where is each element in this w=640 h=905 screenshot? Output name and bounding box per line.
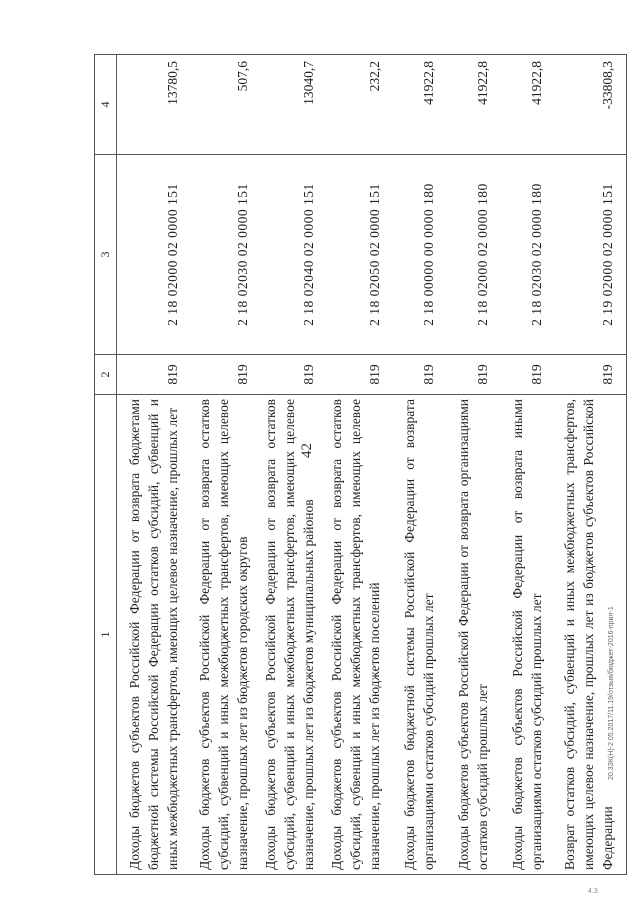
corner-mark: 4.3 bbox=[588, 888, 598, 895]
row-name: Доходы бюджетов субъектов Российской Федерации от возврата остатков субсидий, субвенций и иных межбюджетных трансфертов, имеющих целевое назначение, прошлых лет из бюджетов поселений bbox=[327, 395, 393, 875]
header-col-4: 4 bbox=[95, 55, 117, 155]
row-admin-code: 819 bbox=[393, 355, 447, 395]
row-admin-code: 819 bbox=[117, 355, 191, 395]
table-row bbox=[501, 55, 555, 875]
row-amount: 232,2 bbox=[327, 55, 393, 155]
row-budget-code: 2 19 02000 02 0000 151 bbox=[555, 155, 627, 355]
footer-file-note: 20.3ЗК(Н)-2 05.2017/11.19/отзыв/бюджет-2016-прил-1 bbox=[608, 606, 615, 780]
table-header-row bbox=[95, 55, 117, 875]
row-admin-code: 819 bbox=[191, 355, 261, 395]
row-budget-code: 2 18 02040 02 0000 151 bbox=[261, 155, 327, 355]
row-budget-code: 2 18 02000 02 0000 180 bbox=[447, 155, 501, 355]
row-amount: 41922,8 bbox=[501, 55, 555, 155]
header-col-3: 3 bbox=[95, 155, 117, 355]
row-amount: 41922,8 bbox=[447, 55, 501, 155]
row-amount: -33808,3 bbox=[555, 55, 627, 155]
row-budget-code: 2 18 02030 02 0000 180 bbox=[501, 155, 555, 355]
row-admin-code: 819 bbox=[327, 355, 393, 395]
row-name: Доходы бюджетов субъектов Российской Федерации от возврата организациями остатков субсидий прошлых лет bbox=[447, 395, 501, 875]
rotated-table-wrapper bbox=[94, 55, 614, 875]
row-name: Доходы бюджетов субъектов Российской Федерации от возврата остатков субсидий, субвенций и иных межбюджетных трансфертов, имеющих целевое назначение, прошлых лет из бюджетов городских округов bbox=[191, 395, 261, 875]
row-budget-code: 2 18 00000 00 0000 180 bbox=[393, 155, 447, 355]
row-name: Доходы бюджетов субъектов Российской Федерации от возврата бюджетами бюджетной системы Российской Федерации остатков субсидий, субвенций и иных межбюджетных трансфертов, имеющих целевое назначение, прошлых лет bbox=[117, 395, 191, 875]
row-amount: 13780,5 bbox=[117, 55, 191, 155]
row-admin-code: 819 bbox=[447, 355, 501, 395]
revenue-table bbox=[94, 54, 627, 875]
row-budget-code: 2 18 02050 02 0000 151 bbox=[327, 155, 393, 355]
table-row bbox=[261, 55, 327, 875]
row-name: Доходы бюджетов бюджетной системы Российской Федерации от возврата организациями остатков субсидий прошлых лет bbox=[393, 395, 447, 875]
table-row bbox=[191, 55, 261, 875]
table-row bbox=[117, 55, 191, 875]
header-col-1: 1 bbox=[95, 395, 117, 875]
header-col-2: 2 bbox=[95, 355, 117, 395]
row-budget-code: 2 18 02000 02 0000 151 bbox=[117, 155, 191, 355]
row-admin-code: 819 bbox=[555, 355, 627, 395]
row-budget-code: 2 18 02030 02 0000 151 bbox=[191, 155, 261, 355]
row-name: Доходы бюджетов субъектов Российской Федерации от возврата остатков субсидий, субвенций и иных межбюджетных трансфертов, имеющих целевое назначение, прошлых лет из бюджетов муниципальных районов bbox=[261, 395, 327, 875]
row-amount: 13040,7 bbox=[261, 55, 327, 155]
row-amount: 41922,8 bbox=[393, 55, 447, 155]
row-name: Возврат остатков субсидий, субвенций и иных межбюджетных трансфертов, имеющих целевое назначение, прошлых лет из бюджетов субъектов Российской Федерации bbox=[555, 395, 627, 875]
row-name: Доходы бюджетов субъектов Российской Федерации от возврата иными организациями остатков субсидий прошлых лет bbox=[501, 395, 555, 875]
row-amount: 507,6 bbox=[191, 55, 261, 155]
row-admin-code: 819 bbox=[501, 355, 555, 395]
table-row bbox=[327, 55, 393, 875]
table-row bbox=[393, 55, 447, 875]
row-admin-code: 819 bbox=[261, 355, 327, 395]
table-row bbox=[555, 55, 627, 875]
page-number: 42 bbox=[299, 443, 315, 458]
table-row bbox=[447, 55, 501, 875]
